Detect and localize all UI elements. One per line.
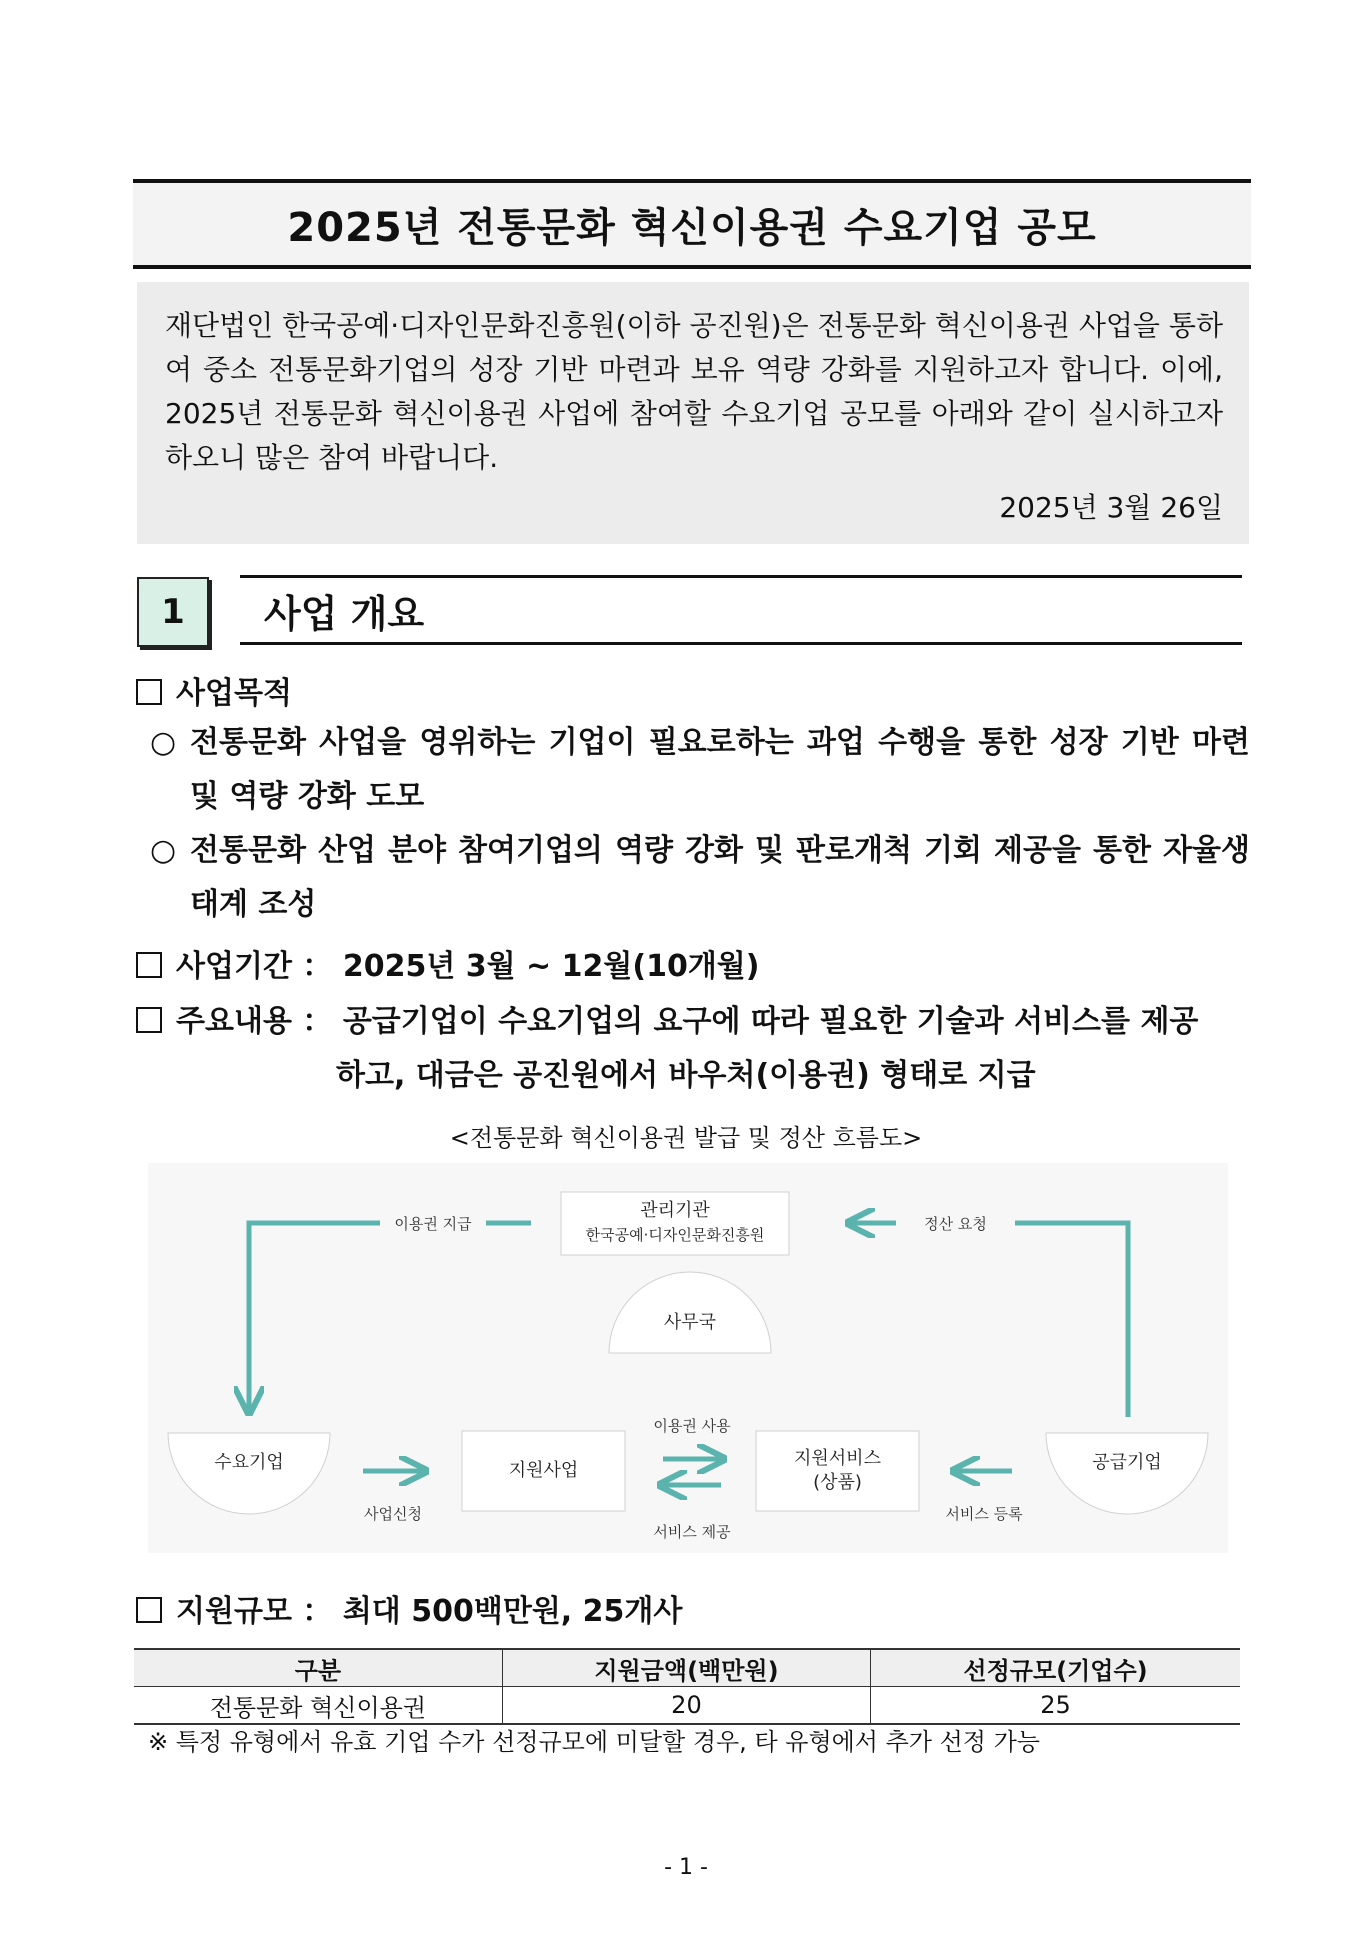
table-header: 지원금액(백만원)	[502, 1649, 870, 1687]
supply-label: 공급기업	[1092, 1452, 1162, 1473]
label-register: 서비스 등록	[945, 1505, 1023, 1523]
admin-name: 한국공예·디자인문화진흥원	[585, 1226, 765, 1244]
scale-line	[136, 1586, 682, 1630]
intro-text: 재단법인 한국공예·디자인문화진흥원(이하 공진원)은 전통문화 혁신이용권 사업을 통하여 중소 전통문화기업의 성장 기반 마련과 보유 역량 강화를 지원하고자 합니다. 이에, 2025년 전통문화 혁신이용권 사업에 참여할 수요기업 공모를 아래와 같이 실시하고자 하오니 많은 참여 바랍니다.	[165, 309, 1223, 474]
table-cell: 20	[502, 1687, 870, 1725]
announcement-date: 2025년 3월 26일	[999, 491, 1223, 524]
purpose-item: ○ 전통문화 사업을 영위하는 기업이 필요로하는 과업 수행을 통한 성장 기반 마련 및 역량 강화 도모	[150, 716, 1250, 824]
circle-bullet-icon: ○	[150, 725, 177, 760]
scale-value: 최대 500백만원, 25개사	[342, 1594, 683, 1629]
period-value: 2025년 3월 ~ 12월(10개월)	[342, 949, 760, 984]
label-issue: 이용권 지급	[394, 1215, 472, 1233]
admin-node	[561, 1199, 789, 1247]
admin-title: 관리기관	[640, 1200, 710, 1221]
checkbox-square-icon	[136, 679, 162, 705]
issue-arrow	[249, 1223, 380, 1410]
content-line1: 공급기업이 수요기업의 요구에 따라 필요한 기술과 서비스를 제공	[342, 1004, 1199, 1039]
table-cell: 전통문화 혁신이용권	[134, 1687, 502, 1725]
table-header: 선정규모(기업수)	[871, 1649, 1240, 1687]
support-service-label: 지원서비스 (상품)	[794, 1448, 881, 1493]
support-project-label: 지원사업	[508, 1460, 579, 1481]
content-sep: ：	[302, 1004, 333, 1039]
footnote: ※ 특정 유형에서 유효 기업 수가 선정규모에 미달할 경우, 타 유형에서 추가 선정 가능	[148, 1728, 1040, 1756]
content-label: 주요내용	[176, 1004, 292, 1039]
purpose-item: ○ 전통문화 산업 분야 참여기업의 역량 강화 및 판로개척 기회 제공을 통한 자율생태계 조성	[150, 824, 1250, 932]
table-header-row	[134, 1649, 1240, 1687]
purpose-heading-line	[136, 668, 292, 712]
table-row	[134, 1687, 1240, 1725]
document-title: 2025년 전통문화 혁신이용권 수요기업 공모	[287, 204, 1097, 251]
label-use: 이용권 사용	[653, 1417, 731, 1435]
scale-sep: ：	[302, 1594, 333, 1629]
diagram-caption: <전통문화 혁신이용권 발급 및 정산 흐름도>	[449, 1124, 923, 1152]
period-line	[136, 941, 760, 985]
table-cell: 25	[871, 1687, 1240, 1725]
label-apply: 사업신청	[364, 1505, 422, 1523]
demand-label: 수요기업	[214, 1452, 284, 1473]
checkbox-square-icon	[136, 952, 162, 978]
section-title: 사업 개요	[240, 575, 1242, 645]
period-sep: ：	[302, 949, 333, 984]
circle-bullet-icon: ○	[150, 833, 177, 868]
checkbox-square-icon	[136, 1007, 162, 1033]
purpose-heading: 사업목적	[176, 676, 292, 711]
secretariat-label: 사무국	[663, 1312, 717, 1333]
intro-box	[137, 282, 1249, 544]
flow-diagram	[148, 1163, 1228, 1553]
settle-line	[1015, 1223, 1128, 1417]
content-line2: 하고, 대금은 공진원에서 바우처(이용권) 형태로 지급	[336, 1058, 1036, 1093]
support-table	[134, 1648, 1240, 1725]
label-provide: 서비스 제공	[653, 1523, 731, 1541]
period-label: 사업기간	[176, 949, 292, 984]
page-number: - 1 -	[664, 1855, 708, 1880]
table-header: 구분	[134, 1649, 502, 1687]
section-number: 1	[137, 577, 209, 647]
scale-label: 지원규모	[176, 1594, 292, 1629]
document-title-box	[133, 179, 1251, 269]
content-line	[136, 996, 1198, 1040]
label-settle: 정산 요청	[924, 1215, 987, 1233]
checkbox-square-icon	[136, 1597, 162, 1623]
